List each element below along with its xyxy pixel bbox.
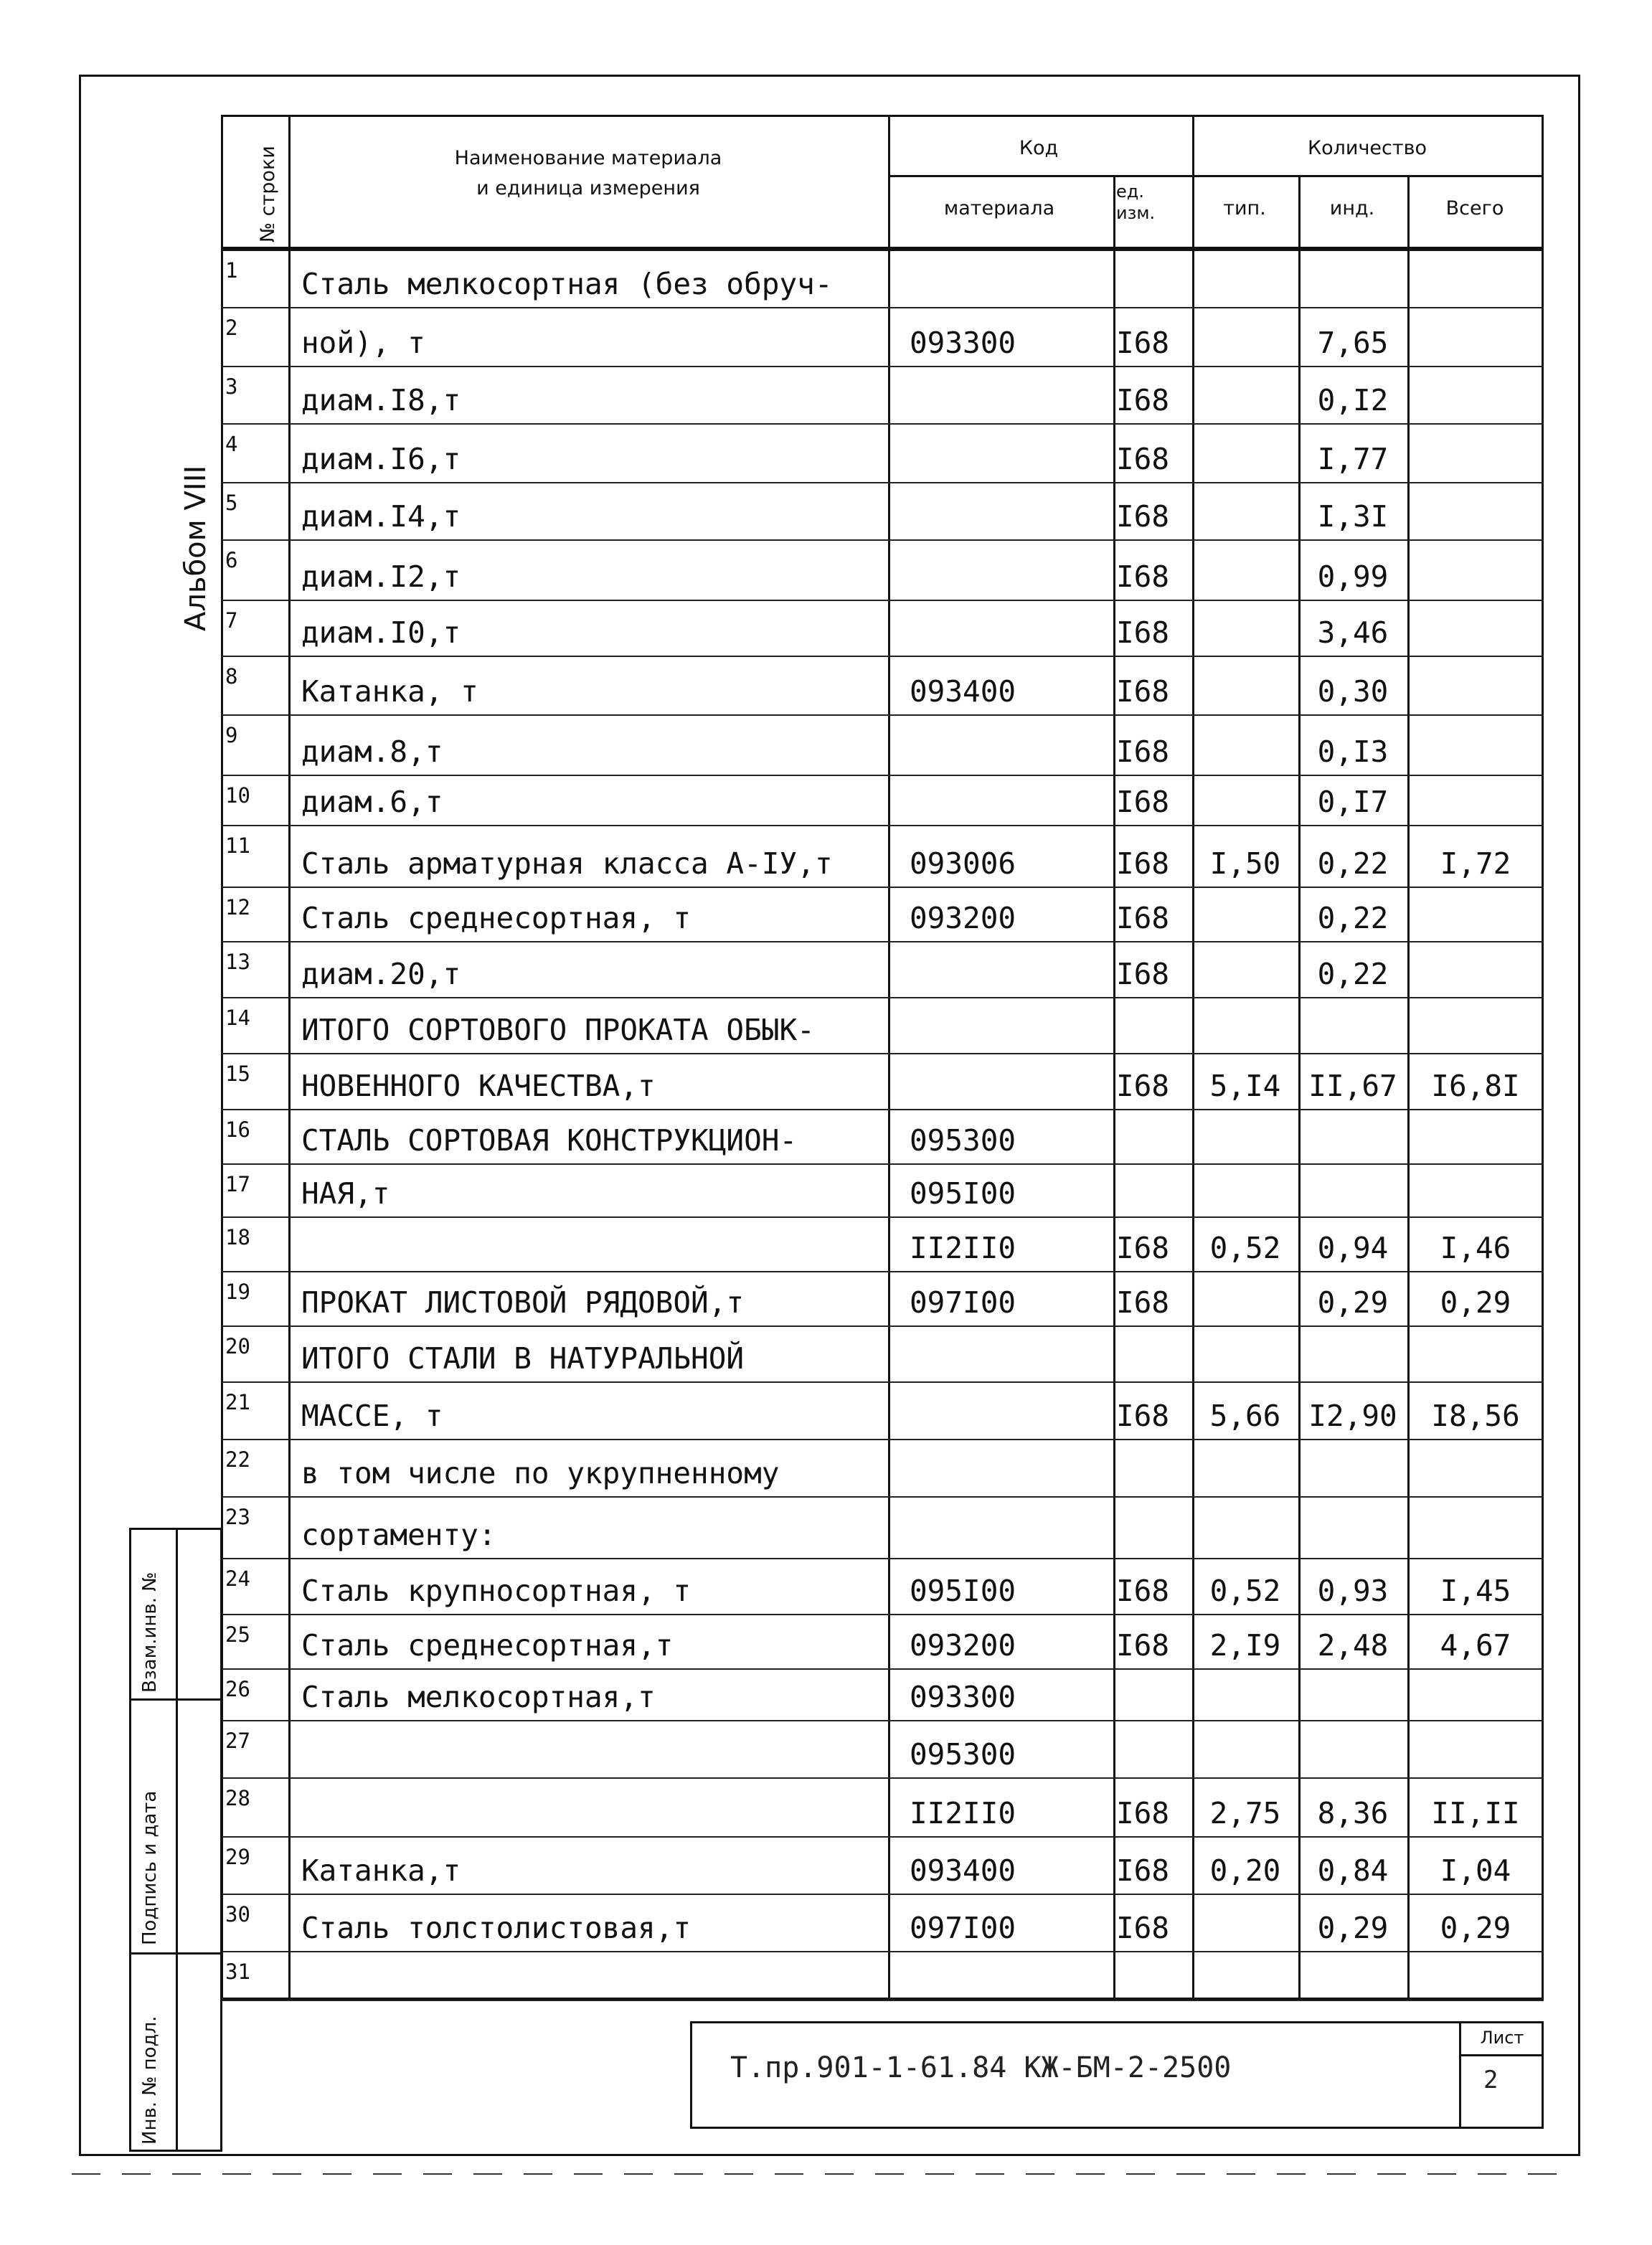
row-line bbox=[221, 1381, 1544, 1383]
quantity-individual: I,77 bbox=[1317, 442, 1389, 476]
header-row-number: № строки bbox=[257, 146, 279, 242]
row-line bbox=[221, 482, 1544, 483]
unit-code: I68 bbox=[1116, 674, 1170, 709]
material-name: НОВЕННОГО КАЧЕСТВА,т bbox=[301, 1069, 656, 1103]
row-line bbox=[221, 1668, 1544, 1670]
unit-code: I68 bbox=[1116, 1399, 1170, 1433]
unit-code: I68 bbox=[1116, 1911, 1170, 1945]
quantity-individual: 0,I7 bbox=[1317, 785, 1389, 819]
header-quantity-typical: тип. bbox=[1223, 197, 1266, 219]
quantity-individual: 0,I3 bbox=[1317, 734, 1389, 769]
col-line-ind bbox=[1298, 175, 1301, 2000]
row-line bbox=[221, 1109, 1544, 1110]
row-number: 26 bbox=[225, 1677, 250, 1701]
side-stamp-divider bbox=[176, 1528, 178, 2152]
signature-date-label: Подпись и дата bbox=[139, 1790, 161, 1945]
row-number: 13 bbox=[225, 950, 250, 974]
material-name: Сталь толстолистовая,т bbox=[301, 1911, 692, 1945]
quantity-individual: 0,I2 bbox=[1317, 383, 1389, 417]
quantity-individual: 8,36 bbox=[1317, 1796, 1389, 1830]
row-line bbox=[221, 1439, 1544, 1440]
quantity-individual: I,3I bbox=[1317, 499, 1389, 534]
material-name: диам.I4,т bbox=[301, 499, 461, 534]
sheet-label-divider bbox=[1459, 2054, 1544, 2056]
unit-code: I68 bbox=[1116, 1853, 1170, 1888]
quantity-typical: 5,I4 bbox=[1209, 1069, 1281, 1103]
col-line-total bbox=[1407, 175, 1410, 2000]
quantity-total: II,II bbox=[1431, 1796, 1520, 1830]
material-name: ИТОГО СОРТОВОГО ПРОКАТА ОБЫК- bbox=[301, 1013, 815, 1047]
row-line bbox=[221, 1951, 1544, 1952]
row-number: 16 bbox=[225, 1117, 250, 1142]
row-number: 31 bbox=[225, 1960, 250, 1984]
row-number: 30 bbox=[225, 1902, 250, 1927]
document-designation: Т.пр.901-1-61.84 КЖ-БМ-2-2500 bbox=[730, 2051, 1232, 2084]
quantity-individual: 0,99 bbox=[1317, 559, 1389, 594]
material-name: Сталь среднесортная, т bbox=[301, 901, 692, 935]
unit-code: I68 bbox=[1116, 1796, 1170, 1830]
unit-code: I68 bbox=[1116, 846, 1170, 881]
material-name: Катанка, т bbox=[301, 674, 478, 709]
row-number: 18 bbox=[225, 1225, 250, 1249]
quantity-total: I,72 bbox=[1440, 846, 1511, 881]
row-number: 23 bbox=[225, 1505, 250, 1529]
material-name: Сталь крупносортная, т bbox=[301, 1574, 692, 1608]
material-name: диам.I0,т bbox=[301, 615, 461, 650]
interchange-label: Взам.инв. № bbox=[139, 1572, 161, 1693]
unit-code: I68 bbox=[1116, 1628, 1170, 1663]
material-name: Сталь среднесортная,т bbox=[301, 1628, 674, 1663]
material-name: диам.8,т bbox=[301, 734, 443, 769]
material-name: Сталь арматурная класса А-IУ,т bbox=[301, 846, 833, 881]
row-line bbox=[221, 656, 1544, 657]
material-name: диам.20,т bbox=[301, 957, 461, 991]
unit-code: I68 bbox=[1116, 1231, 1170, 1265]
material-name: диам.I6,т bbox=[301, 442, 461, 476]
header-quantity-individual: инд. bbox=[1329, 197, 1375, 219]
header-material-name: Наименование материала и единица измерения bbox=[454, 147, 722, 199]
quantity-total: I,45 bbox=[1440, 1574, 1511, 1608]
row-number: 1 bbox=[225, 258, 238, 283]
unit-code: I68 bbox=[1116, 383, 1170, 417]
row-number: 28 bbox=[225, 1786, 250, 1810]
unit-code: I68 bbox=[1116, 326, 1170, 360]
unit-code: I68 bbox=[1116, 1285, 1170, 1320]
quantity-typical: 0,20 bbox=[1209, 1853, 1281, 1888]
row-line bbox=[221, 941, 1544, 942]
row-line bbox=[221, 714, 1544, 716]
header-code-material: материала bbox=[943, 197, 1055, 219]
material-name: в том числе по укрупненному bbox=[301, 1456, 780, 1490]
row-line bbox=[221, 825, 1544, 826]
header-sub-divider bbox=[888, 175, 1544, 177]
row-line bbox=[221, 1614, 1544, 1615]
row-line bbox=[221, 1558, 1544, 1559]
row-number: 14 bbox=[225, 1006, 250, 1030]
quantity-typical: 0,52 bbox=[1209, 1574, 1281, 1608]
quantity-total: 0,29 bbox=[1440, 1285, 1511, 1320]
trim-line bbox=[72, 2173, 1578, 2175]
unit-code: I68 bbox=[1116, 615, 1170, 650]
material-code: 097I00 bbox=[910, 1285, 1016, 1320]
col-line-code bbox=[888, 115, 890, 2000]
quantity-individual: 2,48 bbox=[1317, 1628, 1389, 1663]
row-number: 4 bbox=[225, 432, 238, 456]
header-quantity-total: Всего bbox=[1445, 197, 1504, 219]
quantity-individual: 7,65 bbox=[1317, 326, 1389, 360]
header-quantity: Количество bbox=[1307, 137, 1427, 159]
quantity-total: 4,67 bbox=[1440, 1628, 1511, 1663]
unit-code: I68 bbox=[1116, 734, 1170, 769]
row-number: 8 bbox=[225, 664, 238, 689]
row-number: 10 bbox=[225, 783, 250, 808]
quantity-individual: I2,90 bbox=[1308, 1399, 1397, 1433]
row-line bbox=[221, 1894, 1544, 1895]
quantity-individual: 0,29 bbox=[1317, 1285, 1389, 1320]
unit-code: I68 bbox=[1116, 785, 1170, 819]
header-bottom-line bbox=[221, 247, 1544, 251]
row-line bbox=[221, 1163, 1544, 1165]
row-line bbox=[221, 600, 1544, 601]
row-number: 29 bbox=[225, 1845, 250, 1869]
side-stamp-sep-2 bbox=[129, 1952, 222, 1955]
unit-code: I68 bbox=[1116, 559, 1170, 594]
row-number: 6 bbox=[225, 548, 238, 572]
material-code: II2II0 bbox=[910, 1796, 1016, 1830]
material-code: 095I00 bbox=[910, 1574, 1016, 1608]
row-number: 21 bbox=[225, 1390, 250, 1414]
row-line bbox=[221, 1496, 1544, 1498]
row-line bbox=[221, 307, 1544, 308]
material-code: 093400 bbox=[910, 1853, 1016, 1888]
material-name: Сталь мелкосортная (без обруч- bbox=[301, 267, 833, 301]
row-number: 11 bbox=[225, 833, 250, 858]
quantity-typical: 2,I9 bbox=[1209, 1628, 1281, 1663]
sheet-number: 2 bbox=[1483, 2066, 1498, 2094]
row-number: 3 bbox=[225, 374, 238, 399]
row-number: 5 bbox=[225, 491, 238, 515]
col-line-qty bbox=[1192, 115, 1194, 2000]
row-number: 17 bbox=[225, 1172, 250, 1196]
material-code: 095300 bbox=[910, 1123, 1016, 1158]
quantity-individual: 3,46 bbox=[1317, 615, 1389, 650]
material-code: 093300 bbox=[910, 1680, 1016, 1714]
row-number: 15 bbox=[225, 1062, 250, 1086]
material-code: 093006 bbox=[910, 846, 1016, 881]
material-name: СТАЛЬ СОРТОВАЯ КОНСТРУКЦИОН- bbox=[301, 1123, 798, 1158]
material-code: 093200 bbox=[910, 1628, 1016, 1663]
quantity-typical: I,50 bbox=[1209, 846, 1281, 881]
material-name: диам.I8,т bbox=[301, 383, 461, 417]
row-line bbox=[221, 1836, 1544, 1838]
quantity-individual: 0,93 bbox=[1317, 1574, 1389, 1608]
unit-code: I68 bbox=[1116, 1574, 1170, 1608]
material-name: диам.6,т bbox=[301, 785, 443, 819]
col-line-name bbox=[288, 115, 291, 2000]
header-code-unit: ед. изм. bbox=[1116, 181, 1156, 223]
material-name: ИТОГО СТАЛИ В НАТУРАЛЬНОЙ bbox=[301, 1341, 745, 1376]
quantity-individual: II,67 bbox=[1308, 1069, 1397, 1103]
material-code: 093400 bbox=[910, 674, 1016, 709]
quantity-typical: 2,75 bbox=[1209, 1796, 1281, 1830]
row-number: 25 bbox=[225, 1622, 250, 1647]
row-number: 24 bbox=[225, 1566, 250, 1591]
quantity-typical: 5,66 bbox=[1209, 1399, 1281, 1433]
row-line bbox=[221, 2000, 1544, 2001]
material-code: II2II0 bbox=[910, 1231, 1016, 1265]
row-line bbox=[221, 1777, 1544, 1779]
material-code: 097I00 bbox=[910, 1911, 1016, 1945]
row-number: 2 bbox=[225, 316, 238, 340]
album-label: Альбом VIII bbox=[179, 465, 212, 631]
row-number: 19 bbox=[225, 1280, 250, 1304]
unit-code: I68 bbox=[1116, 442, 1170, 476]
row-line bbox=[221, 887, 1544, 888]
row-line bbox=[221, 1720, 1544, 1721]
quantity-total: I6,8I bbox=[1431, 1069, 1520, 1103]
material-name: ной), т bbox=[301, 326, 425, 360]
unit-code: I68 bbox=[1116, 957, 1170, 991]
material-name: НАЯ,т bbox=[301, 1176, 390, 1211]
row-number: 12 bbox=[225, 895, 250, 920]
quantity-individual: 0,30 bbox=[1317, 674, 1389, 709]
material-name: ПРОКАТ ЛИСТОВОЙ РЯДОВОЙ,т bbox=[301, 1285, 745, 1320]
col-line-unit bbox=[1113, 175, 1115, 2000]
row-number: 9 bbox=[225, 723, 238, 747]
row-line bbox=[221, 775, 1544, 776]
unit-code: I68 bbox=[1116, 499, 1170, 534]
row-line bbox=[221, 1216, 1544, 1218]
quantity-total: I,46 bbox=[1440, 1231, 1511, 1265]
row-line bbox=[221, 1271, 1544, 1272]
quantity-individual: 0,22 bbox=[1317, 901, 1389, 935]
material-name: МАССЕ, т bbox=[301, 1399, 443, 1433]
sheet-label: Лист bbox=[1480, 2028, 1524, 2048]
unit-code: I68 bbox=[1116, 901, 1170, 935]
row-line bbox=[221, 1053, 1544, 1054]
row-number: 20 bbox=[225, 1334, 250, 1358]
row-line bbox=[221, 423, 1544, 425]
inventory-number-label: Инв. № подл. bbox=[139, 2015, 161, 2145]
material-code: 095300 bbox=[910, 1737, 1016, 1772]
quantity-individual: 0,84 bbox=[1317, 1853, 1389, 1888]
unit-code: I68 bbox=[1116, 1069, 1170, 1103]
row-line bbox=[221, 1325, 1544, 1327]
row-number: 22 bbox=[225, 1447, 250, 1472]
quantity-total: 0,29 bbox=[1440, 1911, 1511, 1945]
header-code: Код bbox=[1019, 137, 1059, 159]
material-code: 095I00 bbox=[910, 1176, 1016, 1211]
side-stamp-sep-1 bbox=[129, 1698, 222, 1701]
quantity-individual: 0,22 bbox=[1317, 846, 1389, 881]
quantity-total: I,04 bbox=[1440, 1853, 1511, 1888]
row-number: 27 bbox=[225, 1729, 250, 1753]
row-line bbox=[221, 539, 1544, 541]
material-code: 093200 bbox=[910, 901, 1016, 935]
row-number: 7 bbox=[225, 608, 238, 633]
quantity-typical: 0,52 bbox=[1209, 1231, 1281, 1265]
material-name: Сталь мелкосортная,т bbox=[301, 1680, 656, 1714]
quantity-individual: 0,22 bbox=[1317, 957, 1389, 991]
row-line bbox=[221, 366, 1544, 367]
material-name: Катанка,т bbox=[301, 1853, 461, 1888]
row-line bbox=[221, 997, 1544, 998]
quantity-total: I8,56 bbox=[1431, 1399, 1520, 1433]
quantity-individual: 0,94 bbox=[1317, 1231, 1389, 1265]
material-code: 093300 bbox=[910, 326, 1016, 360]
material-name: диам.I2,т bbox=[301, 559, 461, 594]
quantity-individual: 0,29 bbox=[1317, 1911, 1389, 1945]
material-name: сортаменту: bbox=[301, 1518, 496, 1552]
